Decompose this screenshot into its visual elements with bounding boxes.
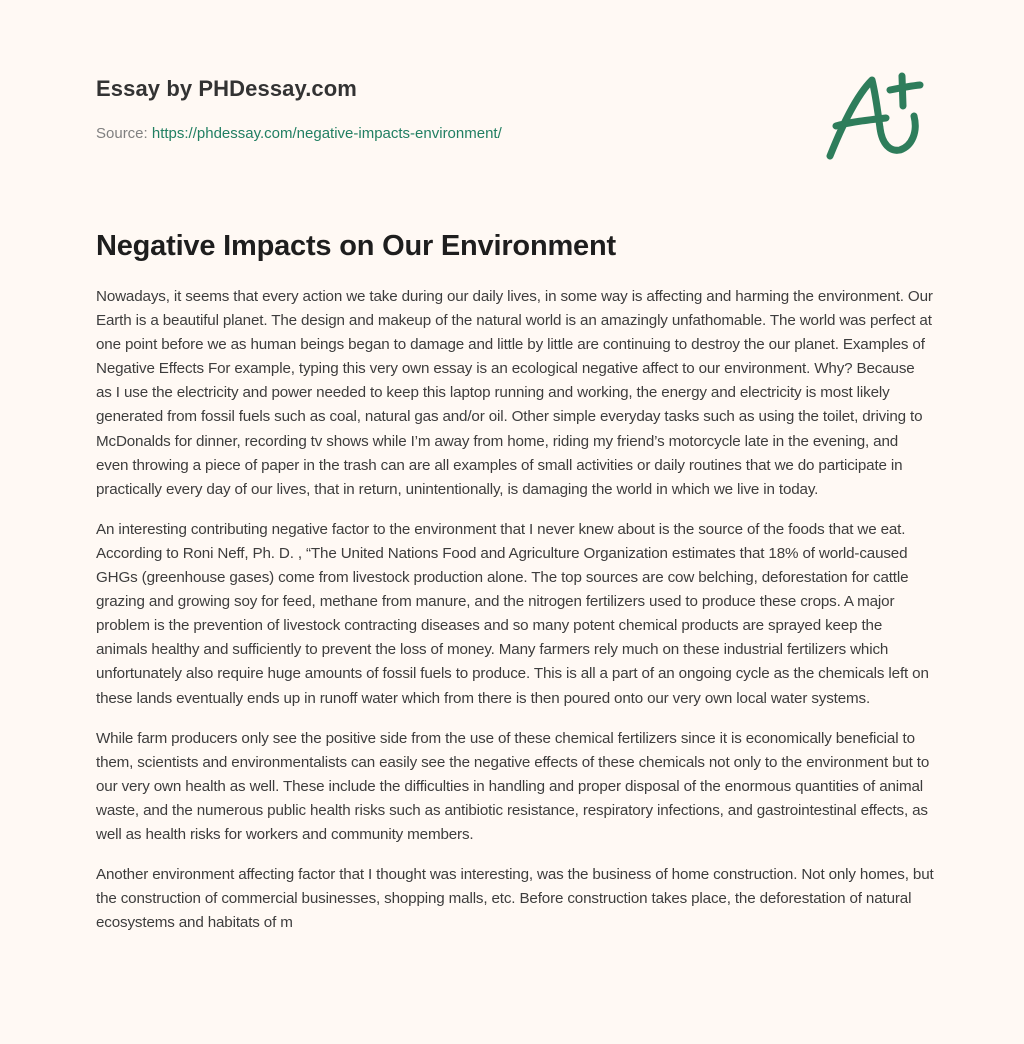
essay-paragraph: While farm producers only see the positive side from the use of these chemical fertilizers since it is economically beneficial to them, scientists and environmentalists can easily see the negative effects of these chemicals not only to the environment but to our very own health as well. These include the difficulties in handling and proper disposal of the enormous quantities of animal waste, and the numerous public health risks such as antibiotic resistance, respiratory infections, and gastrointestinal effects, as well as health risks for workers and community members. <box>96 729 930 843</box>
site-title: Essay by PHDessay.com <box>96 76 357 101</box>
essay-paragraph: An interesting contributing negative factor to the environment that I never knew about is the source of the foods that we eat. According to Roni Neff, Ph. D. , “The United Nations Food and Agriculture Organization estimates that 18% of world-caused GHGs (greenhouse gases) come from livestock production alone. The top sources are cow belching, deforestation for cattle grazing and growing soy for feed, methane from manure, and the nitrogen fertilizers used to produce these crops. A major problem is the prevention of livestock contracting diseases and so many potent chemical products are sprayed keep the animals healthy and sufficiently to prevent the loss of money. Many farmers rely much on these industrial fertilizers which unfortunately also require huge amounts of fossil fuels to produce. This is all a part of an ongoing cycle as the chemicals left on these lands eventually ends up in runoff water which from there is then poured onto our very own local water systems. <box>96 520 929 707</box>
source-line <box>96 124 796 144</box>
essay-body <box>96 285 934 951</box>
essay-paragraph: Nowadays, it seems that every action we take during our daily lives, in some way is affecting and harming the environment. Our Earth is a beautiful planet. The design and makeup of the natural world is an amazingly unfathomable. The world was perfect at one point before we as human beings began to damage and little by little are continuing to destroy the our planet. Examples of Negative Effects For example, typing this very own essay is an ecological negative affect to our environment. Why? Because as I use the electricity and power needed to keep this laptop running and working, the energy and electricity is most likely generated from fossil fuels such as coal, natural gas and/or oil. Other simple everyday tasks such as using the toilet, driving to McDonalds for dinner, recording tv shows while I’m away from home, riding my friend’s motorcycle late in the evening, and even throwing a piece of paper in the trash can are all examples of small activities or daily routines that we do participate in practically every day of our lives, that in return, unintentionally, is damaging the world in which we live in today. <box>96 288 933 498</box>
essay-header <box>96 74 796 144</box>
essay-paragraph: Another environment affecting factor that I thought was interesting, was the business of home construction. Not only homes, but the construction of commercial businesses, shopping malls, etc. Before construction takes place, the deforestation of natural ecosystems and habitats of m <box>96 866 934 932</box>
a-plus-grade-icon <box>820 66 930 166</box>
source-label: Source: <box>96 125 148 142</box>
essay-title: Negative Impacts on Our Environment <box>96 230 616 262</box>
source-link[interactable]: https://phdessay.com/negative-impacts-environment/ <box>151 125 502 142</box>
